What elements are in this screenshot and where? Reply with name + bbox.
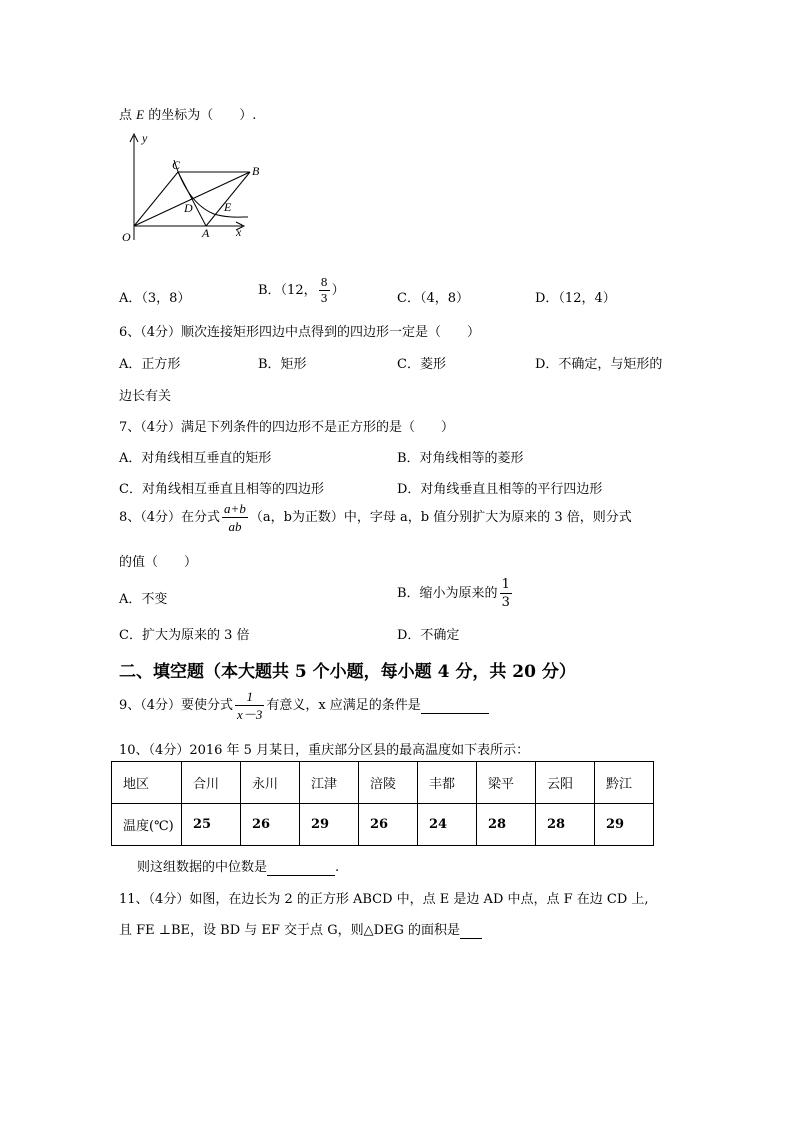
q8-option-d[interactable]: D．不确定 xyxy=(397,628,460,643)
fraction-numerator: 8 xyxy=(320,276,328,289)
table-cell-region: 涪陵 xyxy=(359,762,418,804)
segment-BA xyxy=(206,172,250,226)
table-cell-region: 合川 xyxy=(182,762,241,804)
point-A-label: A xyxy=(202,226,210,240)
q5-stem-prefix: 点 xyxy=(119,108,133,123)
fraction-denominator: 3 xyxy=(501,595,510,610)
point-D-label: D xyxy=(184,201,193,215)
fraction-denominator: 3 xyxy=(320,292,328,305)
y-axis-label: y xyxy=(142,131,148,145)
section-heading-fill-in: 二、填空题（本大题共 5 个小题，每小题 4 分，共 20 分） xyxy=(119,662,576,682)
table-cell-temp: 28 xyxy=(477,804,536,846)
q8-option-b[interactable] xyxy=(397,578,514,609)
q8-option-b-prefix: B．缩小为原来的 xyxy=(397,586,498,601)
table-row-temperatures xyxy=(112,804,654,846)
q9-suffix: 有意义，x 应满足的条件是 xyxy=(266,698,421,713)
q10-period: . xyxy=(335,860,340,875)
origin-label: O xyxy=(122,230,131,244)
q10-question xyxy=(137,856,339,876)
q9-stem xyxy=(119,690,489,721)
table-cell-region: 云阳 xyxy=(536,762,595,804)
segment-OC xyxy=(134,172,178,226)
q5-option-d[interactable]: D．（12，4） xyxy=(535,291,616,306)
q8-option-b-fraction xyxy=(500,578,512,609)
q5-option-b-suffix: ） xyxy=(331,283,345,298)
q7-option-d[interactable]: D．对角线垂直且相等的平行四边形 xyxy=(397,482,603,497)
x-axis-label: x xyxy=(236,225,242,239)
temperature-table xyxy=(111,761,654,846)
q11-stem-line1: 11、（4分）如图，在边长为 2 的正方形 ABCD 中，点 E 是边 AD 中点，点 F 在边 CD 上, xyxy=(119,892,649,907)
q6-option-d-continuation: 边长有关 xyxy=(119,389,172,404)
table-cell-region: 黔江 xyxy=(595,762,654,804)
q5-coordinate-graph xyxy=(112,128,262,248)
point-B-label: B xyxy=(252,164,260,178)
q11-stem-line2 xyxy=(119,919,482,939)
table-cell-temp: 29 xyxy=(595,804,654,846)
q5-option-b-prefix: B．（12， xyxy=(258,283,317,298)
q9-fraction xyxy=(235,690,264,721)
q10-answer-blank[interactable] xyxy=(267,860,335,876)
q8-option-c[interactable]: C．扩大为原来的 3 倍 xyxy=(119,628,250,643)
q6-option-a[interactable]: A．正方形 xyxy=(119,357,181,372)
fraction-denominator: ab xyxy=(228,519,242,534)
table-cell-temp: 29 xyxy=(300,804,359,846)
q6-option-c[interactable]: C．菱形 xyxy=(397,357,446,372)
q5-option-a[interactable]: A．（3，8） xyxy=(119,291,191,306)
q5-stem xyxy=(119,104,256,123)
q11-line2-text: 且 FE ⊥BE，设 BD 与 EF 交于点 G，则△DEG 的面积是 xyxy=(119,923,461,938)
table-row-label: 温度(℃) xyxy=(112,804,182,846)
q7-option-c[interactable]: C．对角线相互垂直且相等的四边形 xyxy=(119,482,324,497)
q7-stem: 7、（4分）满足下列条件的四边形不是正方形的是（ ） xyxy=(119,420,455,435)
q6-option-d[interactable]: D．不确定，与矩形的 xyxy=(535,357,663,372)
q7-option-a[interactable]: A．对角线相互垂直的矩形 xyxy=(119,451,272,466)
q5-option-c[interactable]: C．（4，8） xyxy=(397,291,469,306)
q8-prefix: 8、（4分）在分式 xyxy=(119,510,221,525)
q5-option-b-fraction xyxy=(319,277,330,304)
q7-option-b[interactable]: B．对角线相等的菱形 xyxy=(397,451,524,466)
q6-option-b[interactable]: B．矩形 xyxy=(258,357,307,372)
fraction-numerator: 1 xyxy=(235,690,264,706)
point-C-label: C xyxy=(172,158,181,172)
table-cell-temp: 25 xyxy=(182,804,241,846)
q9-answer-blank[interactable] xyxy=(421,698,489,714)
q9-prefix: 9、（4分）要使分式 xyxy=(119,698,234,713)
table-cell-temp: 26 xyxy=(359,804,418,846)
table-header-label: 地区 xyxy=(112,762,182,804)
q8-mid-text: （a，b为正数）中，字母 a，b 值分别扩大为原来的 3 倍，则分式 xyxy=(249,510,632,525)
q5-stem-suffix: 的坐标为（ ）. xyxy=(148,108,257,123)
table-cell-region: 丰都 xyxy=(418,762,477,804)
q10-question-text: 则这组数据的中位数是 xyxy=(137,860,268,875)
q8-stem-line2: 的值（ ） xyxy=(119,555,198,570)
table-row-regions xyxy=(112,762,654,804)
table-cell-region: 江津 xyxy=(300,762,359,804)
q11-answer-blank[interactable] xyxy=(460,923,482,939)
q8-stem-line1 xyxy=(119,502,632,533)
q6-stem: 6、（4分）顺次连接矩形四边中点得到的四边形一定是（ ） xyxy=(119,325,481,340)
q8-fraction xyxy=(222,502,248,533)
table-cell-temp: 28 xyxy=(536,804,595,846)
fraction-numerator: 1 xyxy=(501,577,510,592)
q5-point-label: E xyxy=(136,107,145,122)
fraction-denominator: x－3 xyxy=(237,707,263,722)
table-cell-region: 永川 xyxy=(241,762,300,804)
point-E-label: E xyxy=(224,200,232,214)
table-cell-region: 梁平 xyxy=(477,762,536,804)
q8-option-a[interactable]: A．不变 xyxy=(119,592,168,607)
fraction-numerator: a+b xyxy=(224,501,246,516)
table-cell-temp: 26 xyxy=(241,804,300,846)
q5-option-b[interactable] xyxy=(258,277,345,304)
q10-stem: 10、（4分）2016 年 5 月某日，重庆部分区县的最高温度如下表所示： xyxy=(119,743,530,758)
table-cell-temp: 24 xyxy=(418,804,477,846)
